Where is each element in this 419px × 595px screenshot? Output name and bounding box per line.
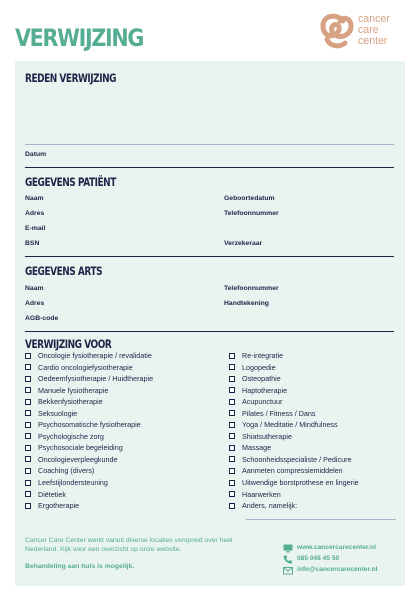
checkbox[interactable] xyxy=(25,399,31,405)
therapy-option-label: Aanmeten compressiemiddelen xyxy=(242,466,343,476)
checkbox[interactable] xyxy=(229,387,235,393)
therapy-option[interactable] xyxy=(229,465,359,477)
checkbox[interactable] xyxy=(25,387,31,393)
therapy-option-label: Leefstijlondersteuning xyxy=(38,478,108,488)
therapy-option[interactable] xyxy=(229,431,359,443)
therapy-option-label: Coaching (divers) xyxy=(38,466,95,476)
patient-adres-label[interactable]: Adres xyxy=(25,210,45,217)
arts-adres-label[interactable]: Adres xyxy=(25,300,45,307)
section-heading-verwijzing-voor: VERWIJZING VOOR xyxy=(25,337,112,351)
arts-handtekening-label[interactable]: Handtekening xyxy=(224,300,269,307)
therapy-option-label: Massage xyxy=(242,443,272,453)
checkbox[interactable] xyxy=(25,433,31,439)
monitor-icon xyxy=(283,544,293,553)
therapy-option[interactable] xyxy=(25,477,153,489)
therapy-option-label: Seksuologie xyxy=(38,408,78,418)
checkbox[interactable] xyxy=(229,468,235,474)
therapy-option[interactable] xyxy=(25,442,153,454)
checkbox[interactable] xyxy=(229,399,235,405)
checkbox[interactable] xyxy=(229,456,235,462)
checkbox[interactable] xyxy=(25,445,31,451)
therapy-option[interactable] xyxy=(229,442,359,454)
therapy-option[interactable] xyxy=(229,362,359,374)
patient-email-label[interactable]: E-mail xyxy=(25,225,46,232)
therapy-option[interactable] xyxy=(229,350,359,362)
website-link[interactable]: www.cancercarecenter.nl xyxy=(297,544,376,551)
footer-home-treatment-note: Behandeling aan huis is mogelijk. xyxy=(25,563,135,570)
therapy-option[interactable] xyxy=(229,373,359,385)
therapy-option-label: Pilates / Fitness / Dans xyxy=(242,408,316,418)
therapy-option[interactable] xyxy=(25,431,153,443)
form-panel xyxy=(15,61,405,586)
therapy-option-label: Acupunctuur xyxy=(242,397,283,407)
logo-line: care xyxy=(358,24,379,36)
therapy-option-label: Shiatsutherapie xyxy=(242,431,292,441)
checkbox[interactable] xyxy=(25,491,31,497)
therapy-option[interactable] xyxy=(229,500,359,512)
therapy-option[interactable] xyxy=(229,396,359,408)
therapy-option-label: Anders, namelijk: xyxy=(242,501,298,511)
divider xyxy=(25,256,394,257)
therapy-option-label: Ergotherapie xyxy=(38,501,80,511)
therapy-option-label: Oncologie fysiotherapie / revalidatie xyxy=(38,351,152,360)
logo-mark-icon xyxy=(319,12,355,50)
therapy-option-label: Schoonheidsspecialiste / Pedicure xyxy=(242,454,352,464)
patient-bsn-label[interactable]: BSN xyxy=(25,240,40,247)
therapy-option[interactable] xyxy=(25,419,153,431)
checkbox[interactable] xyxy=(229,445,235,451)
therapy-option-label: Yoga / Meditatie / Mindfulness xyxy=(242,420,338,430)
therapy-option[interactable] xyxy=(25,396,153,408)
phone-icon xyxy=(283,555,293,564)
therapy-option[interactable] xyxy=(25,350,153,362)
therapy-option-label: Uitwendige borstprothese en lingerie xyxy=(242,478,359,488)
checkbox[interactable] xyxy=(25,480,31,486)
therapy-option-label: Psychologische zorg xyxy=(38,431,104,441)
phone-number[interactable]: 085 048 45 50 xyxy=(297,555,340,562)
checkbox[interactable] xyxy=(229,376,235,382)
divider xyxy=(25,331,394,332)
arts-telefoon-label[interactable]: Telefoonnummer xyxy=(224,285,279,292)
section-heading-arts: GEGEVENS ARTS xyxy=(25,264,103,278)
therapy-option[interactable] xyxy=(229,385,359,397)
therapy-option-label: Psychosociale begeleiding xyxy=(38,443,123,453)
logo-wordmark xyxy=(358,14,418,47)
datum-field-label[interactable]: Datum xyxy=(25,151,47,158)
therapy-option[interactable] xyxy=(25,408,153,420)
checkbox[interactable] xyxy=(25,503,31,509)
therapy-option-label: Haptotherapie xyxy=(242,385,288,395)
divider xyxy=(25,167,394,168)
checkbox[interactable] xyxy=(229,491,235,497)
arts-agb-label[interactable]: AGB-code xyxy=(25,315,59,322)
divider xyxy=(25,144,394,145)
checkbox[interactable] xyxy=(25,353,31,359)
checkbox[interactable] xyxy=(25,376,31,382)
mail-icon xyxy=(283,566,293,575)
therapy-option[interactable] xyxy=(229,454,359,466)
therapy-option-label: Diëtetiek xyxy=(38,489,66,499)
arts-naam-label[interactable]: Naam xyxy=(25,285,44,292)
therapy-option-label: Oedeemfysiotherapie / Huidtherapie xyxy=(38,374,154,384)
therapy-option-label: Haarwerken xyxy=(242,489,281,499)
therapy-option-label: Oncologieverpleegkunde xyxy=(38,454,118,464)
checkbox[interactable] xyxy=(25,468,31,474)
therapy-option[interactable] xyxy=(229,419,359,431)
therapy-option[interactable] xyxy=(229,477,359,489)
checkbox[interactable] xyxy=(229,410,235,416)
patient-verzekeraar-label[interactable]: Verzekeraar xyxy=(224,240,263,247)
page-title: VERWIJZING xyxy=(15,24,144,52)
checkbox[interactable] xyxy=(25,364,31,370)
therapy-option-label: Bekkenfysiotherapie xyxy=(38,397,103,407)
therapy-option[interactable] xyxy=(25,373,153,385)
section-heading-patient: GEGEVENS PATIËNT xyxy=(25,175,116,189)
therapy-option[interactable] xyxy=(25,454,153,466)
logo-line: cancer xyxy=(358,13,390,25)
checkbox[interactable] xyxy=(229,364,235,370)
therapy-option-label: Re-integratie xyxy=(242,351,284,360)
therapy-option-label: Psychosomatische fysiotherapie xyxy=(38,420,141,430)
checkbox[interactable] xyxy=(229,353,235,359)
email-link[interactable]: info@cancercarecenter.nl xyxy=(297,566,378,573)
therapy-option[interactable] xyxy=(25,500,153,512)
therapy-list-left xyxy=(25,350,153,512)
patient-naam-label[interactable]: Naam xyxy=(25,195,44,202)
cancer-care-center-logo xyxy=(319,12,409,52)
checkbox[interactable] xyxy=(229,503,235,509)
checkbox[interactable] xyxy=(25,422,31,428)
therapy-option[interactable] xyxy=(229,489,359,501)
therapy-option-label: Cardio oncologiefysiotherapie xyxy=(38,362,133,372)
therapy-option[interactable] xyxy=(25,465,153,477)
therapy-option-label: Manuele fysiotherapie xyxy=(38,385,109,395)
checkbox[interactable] xyxy=(229,422,235,428)
therapy-option[interactable] xyxy=(25,385,153,397)
therapy-option[interactable] xyxy=(25,489,153,501)
therapy-option[interactable] xyxy=(229,408,359,420)
footer-locations-text: Cancer Care Center werkt vanuit diverse locaties verspreid over heel Nederland. Kijk voor een overzicht op onze website. xyxy=(25,537,233,553)
logo-line: center xyxy=(358,35,388,47)
therapy-option[interactable] xyxy=(25,362,153,374)
checkbox[interactable] xyxy=(229,480,235,486)
checkbox[interactable] xyxy=(229,433,235,439)
therapy-option-label: Logopedie xyxy=(242,362,276,372)
patient-geboortedatum-label[interactable]: Geboortedatum xyxy=(224,195,275,202)
therapy-list-right xyxy=(229,350,359,512)
anders-input-line[interactable] xyxy=(246,519,396,520)
section-heading-reden: REDEN VERWIJZING xyxy=(25,71,117,85)
checkbox[interactable] xyxy=(25,456,31,462)
therapy-option-label: Osteopathie xyxy=(242,374,281,384)
patient-telefoon-label[interactable]: Telefoonnummer xyxy=(224,210,279,217)
checkbox[interactable] xyxy=(25,410,31,416)
